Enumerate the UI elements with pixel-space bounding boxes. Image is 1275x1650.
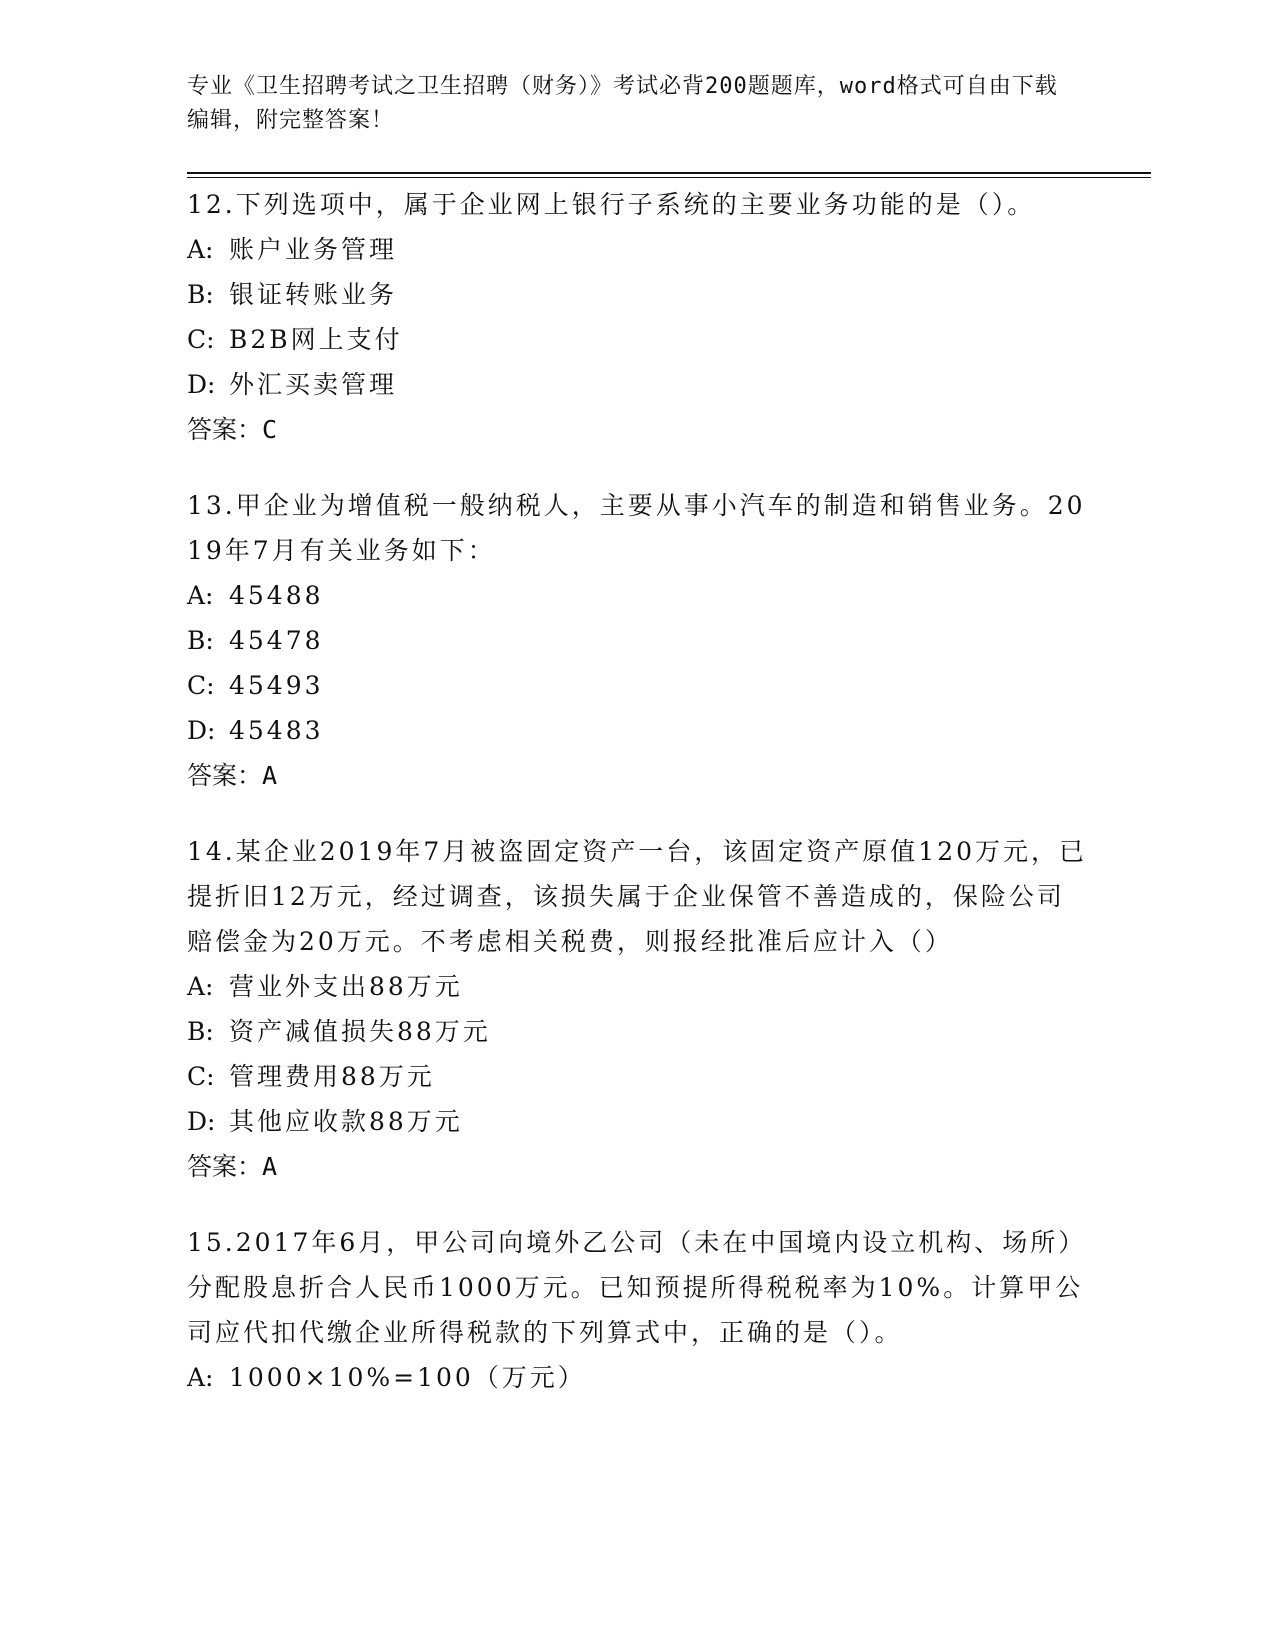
option-label: D: bbox=[187, 1107, 216, 1136]
option-text: 1000×10%=100（万元） bbox=[229, 1363, 586, 1392]
question-text: 13.甲企业为增值税一般纳税人，主要从事小汽车的制造和销售业务。2019年7月有关业务如下： bbox=[187, 491, 1086, 565]
option-label: A: bbox=[187, 235, 214, 264]
answer-line: 答案：C bbox=[187, 415, 278, 444]
option-text: 外汇买卖管理 bbox=[229, 370, 398, 399]
option-label: D: bbox=[187, 716, 216, 745]
document-header: 专业《卫生招聘考试之卫生招聘（财务）》考试必背200题题库，word格式可自由下载编辑，附完整答案！ bbox=[187, 74, 1058, 133]
option-label: B: bbox=[187, 1017, 214, 1046]
question-14 bbox=[187, 829, 1147, 1189]
question-15 bbox=[187, 1220, 1147, 1400]
document-page bbox=[187, 70, 1147, 1431]
question-text: 14.某企业2019年7月被盗固定资产一台，该固定资产原值120万元，已提折旧12万元，经过调查，该损失属于企业保管不善造成的，保险公司赔偿金为20万元。不考虑相关税费，则报经批准后应计入（） bbox=[187, 837, 1088, 956]
option-label: C: bbox=[187, 1062, 215, 1091]
option-c bbox=[187, 663, 1147, 708]
option-text: 账户业务管理 bbox=[229, 235, 398, 264]
option-label: A: bbox=[187, 972, 214, 1001]
option-label: C: bbox=[187, 671, 215, 700]
question-list bbox=[187, 182, 1147, 1400]
option-b bbox=[187, 1009, 1147, 1054]
option-label: C: bbox=[187, 325, 215, 354]
answer-line: 答案：A bbox=[187, 1152, 278, 1181]
option-text: 管理费用88万元 bbox=[229, 1062, 435, 1091]
option-text: 银证转账业务 bbox=[229, 280, 398, 309]
question-text: 12.下列选项中，属于企业网上银行子系统的主要业务功能的是（）。 bbox=[187, 190, 1036, 219]
option-a bbox=[187, 227, 1147, 272]
option-d bbox=[187, 362, 1147, 407]
option-text: 45488 bbox=[229, 581, 324, 610]
header-divider bbox=[187, 172, 1151, 178]
option-label: B: bbox=[187, 280, 214, 309]
option-label: A: bbox=[187, 1363, 214, 1392]
question-12 bbox=[187, 182, 1147, 452]
option-b bbox=[187, 272, 1147, 317]
option-label: A: bbox=[187, 581, 214, 610]
option-text: 资产减值损失88万元 bbox=[229, 1017, 491, 1046]
option-d bbox=[187, 708, 1147, 753]
option-b bbox=[187, 618, 1147, 663]
option-text: 45478 bbox=[229, 626, 324, 655]
option-text: 45493 bbox=[229, 671, 324, 700]
question-text: 15.2017年6月，甲公司向境外乙公司（未在中国境内设立机构、场所）分配股息折合人民币1000万元。已知预提所得税税率为10%。计算甲公司应代扣代缴企业所得税款的下列算式中，正确的是（）。 bbox=[187, 1228, 1087, 1347]
option-text: 营业外支出88万元 bbox=[229, 972, 463, 1001]
option-a bbox=[187, 964, 1147, 1009]
answer-line: 答案：A bbox=[187, 761, 278, 790]
option-label: B: bbox=[187, 626, 214, 655]
option-c bbox=[187, 317, 1147, 362]
option-text: 其他应收款88万元 bbox=[229, 1107, 463, 1136]
option-label: D: bbox=[187, 370, 216, 399]
option-a bbox=[187, 573, 1147, 618]
option-d bbox=[187, 1099, 1147, 1144]
option-a bbox=[187, 1355, 1147, 1400]
question-13 bbox=[187, 483, 1147, 798]
option-text: 45483 bbox=[229, 716, 324, 745]
option-c bbox=[187, 1054, 1147, 1099]
option-text: B2B网上支付 bbox=[229, 325, 403, 354]
